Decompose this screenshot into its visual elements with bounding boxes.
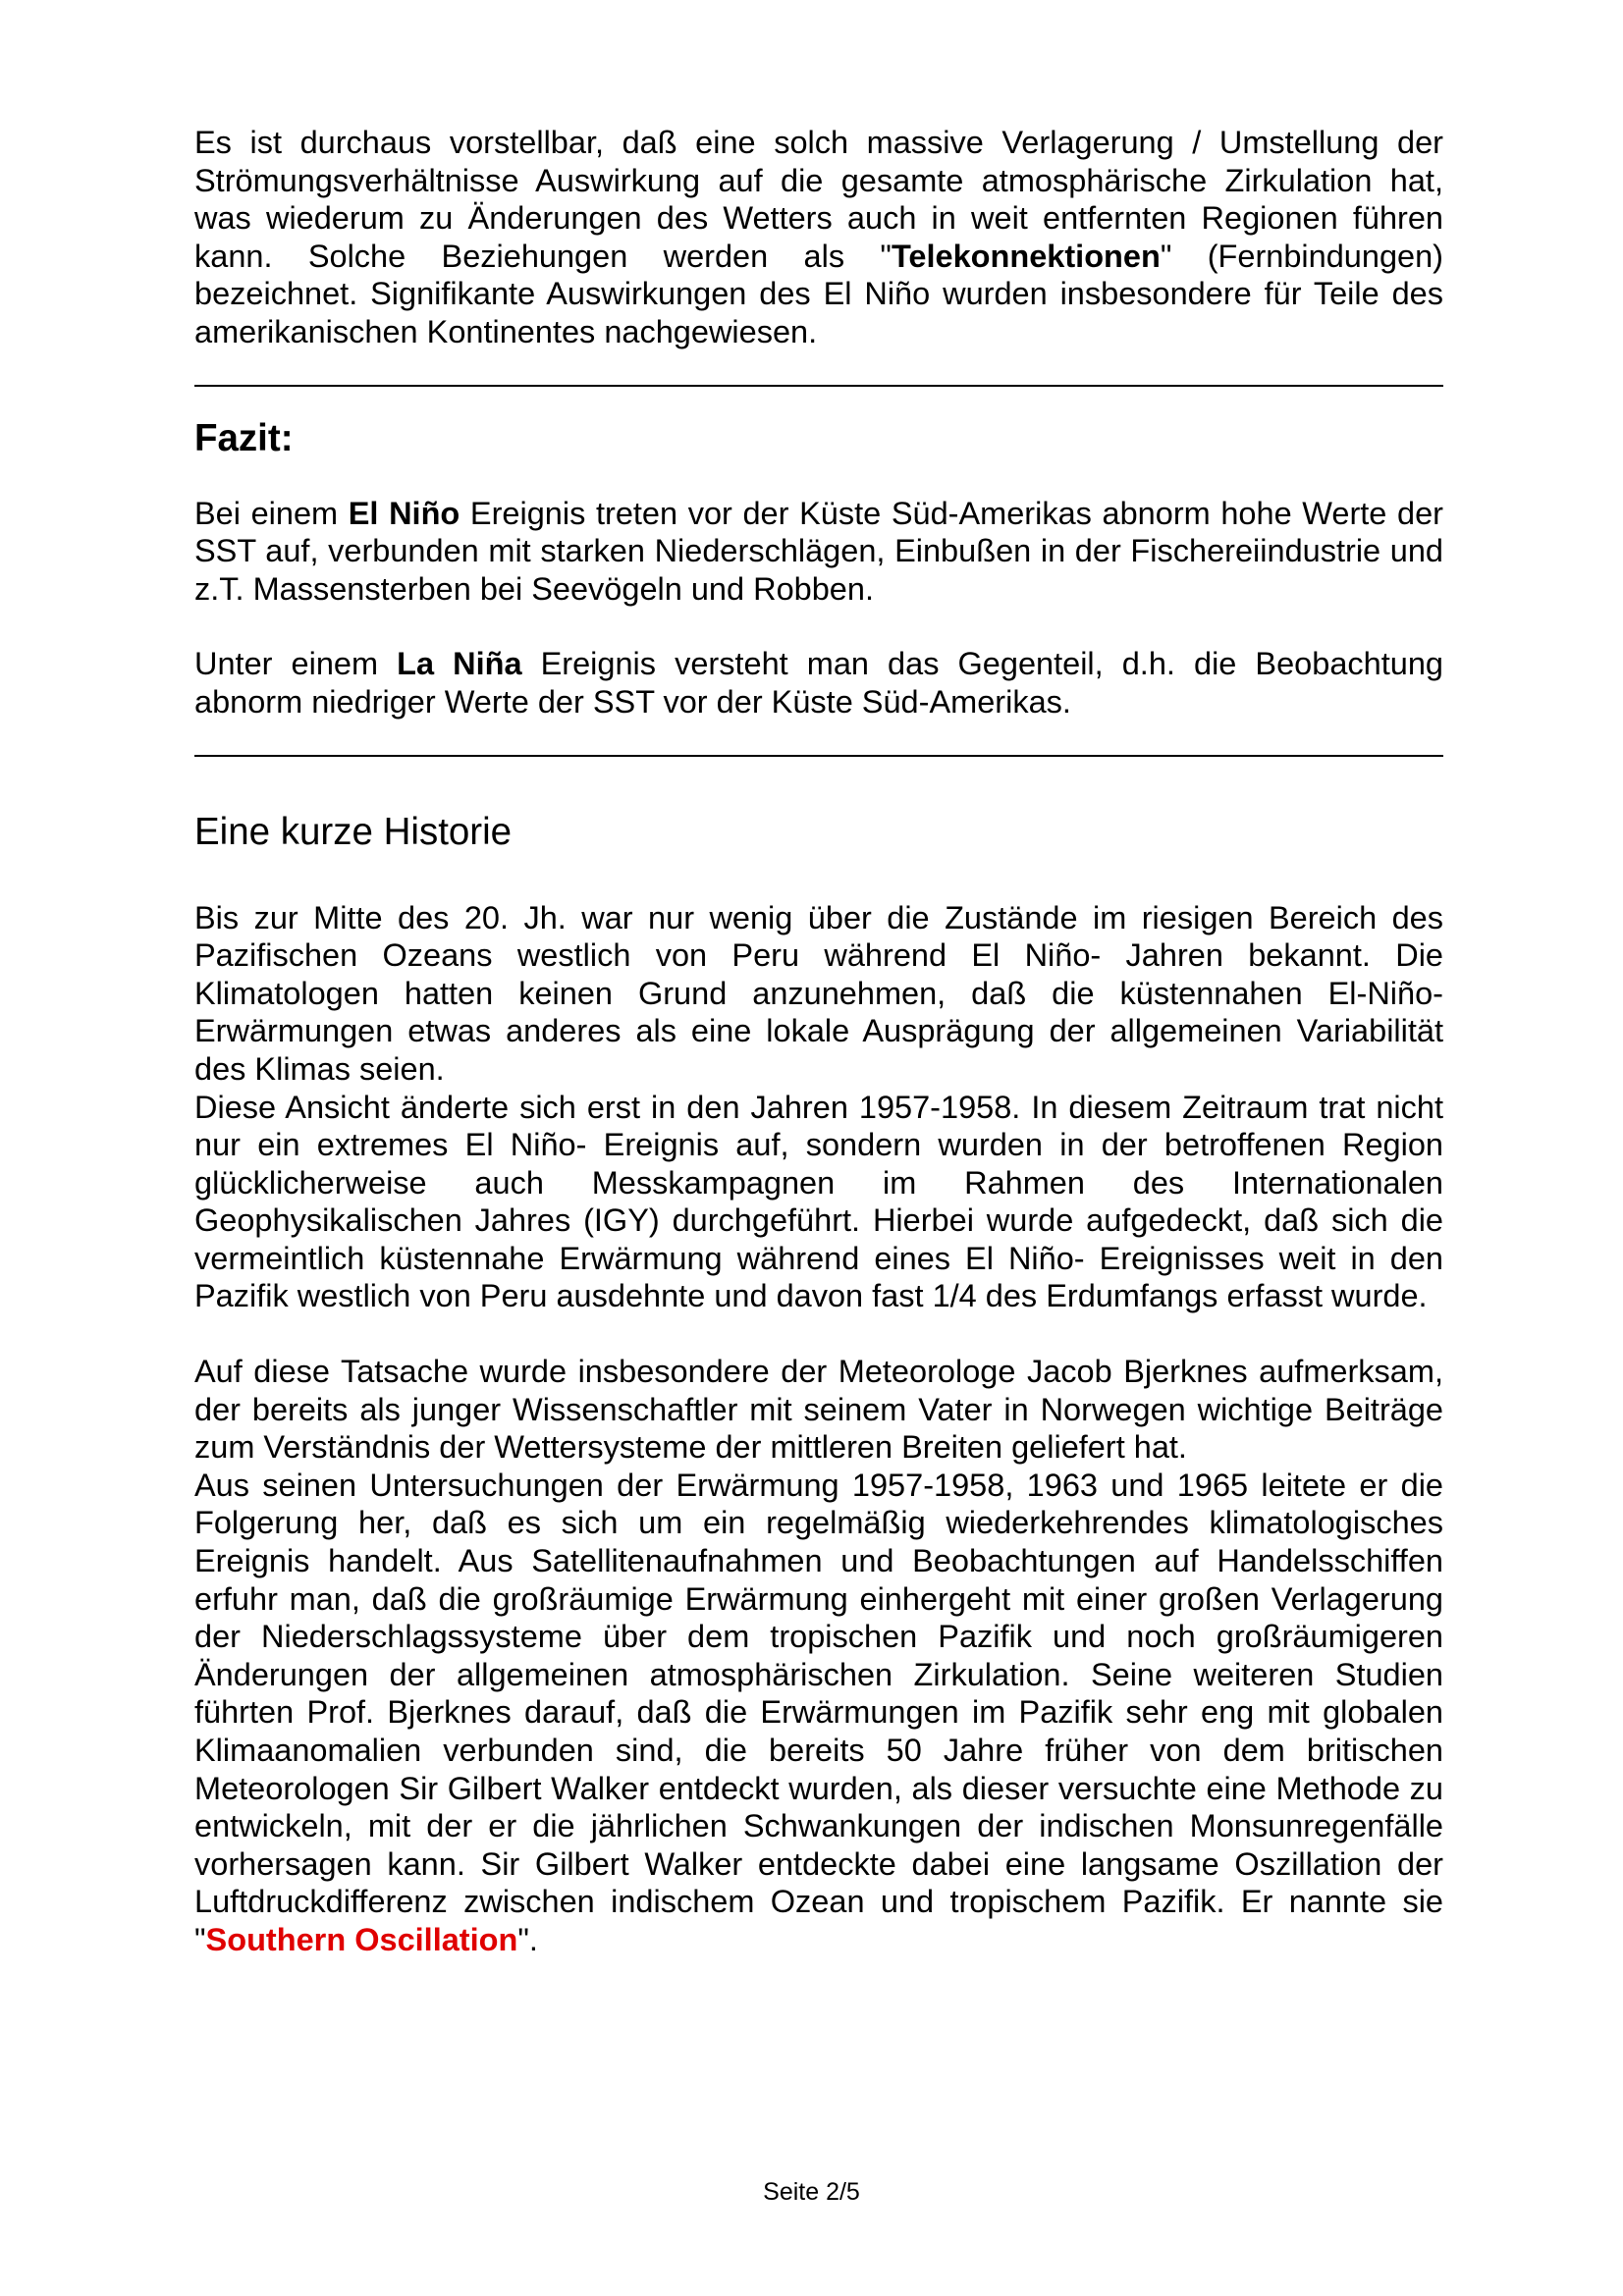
historie-p4-post: ". (517, 1921, 538, 1957)
term-telekonnektionen: Telekonnektionen (891, 238, 1161, 274)
page-number: Seite 2/5 (763, 2178, 860, 2206)
historie-heading: Eine kurze Historie (194, 810, 513, 853)
intro-text-1: Es ist durchaus vorstellbar, daß eine solch massive Verlagerung / Umstellung der Strömungsverhältnisse Auswirkung auf die gesamte atmosphärische Zirkulation hat, was wiederum zu Änderungen des Wetters auch in weit entfernten Regionen führen kann. Solche Beziehungen werden als " (194, 125, 1443, 274)
historie-p4-pre: Aus seinen Untersuchungen der Erwärmung 1957-1958, 1963 und 1965 leitete er die Folgerung her, daß es sich um ein regelmäßig wiederkehrendes klimatologisches Ereignis handelt. Aus Satellitenaufnahmen und Beobachtungen auf Handelsschiffen erfuhr man, daß die großräumige Erwärmung einhergeht mit einer großen Verlagerung der Niederschlagssysteme über dem tropischen Pazifik und noch großräumigeren Änderungen der allgemeinen atmosphärischen Zirkulation. Seine weiteren Studien führten Prof. Bjerknes darauf, daß die Erwärmungen im Pazifik sehr eng mit globalen Klimaanomalien verbunden sind, die bereits 50 Jahre früher von dem britischen Meteorologen Sir Gilbert Walker entdeckt wurden, als dieser versuchte eine Methode zu entwickeln, mit der er die jährlichen Schwankungen der indischen Monsunregenfälle vorhersagen kann. Sir Gilbert Walker entdeckte dabei eine langsame Oszillation der Luftdruckdifferenz zwischen indischem Ozean und tropischem Pazifik. Er nannte sie " (194, 1467, 1443, 1957)
fazit-p2-post: Ereignis versteht man das Gegenteil, d.h. die Beobachtung abnorm niedriger Werte der SST vor der Küste Süd-Amerikas. (194, 646, 1443, 720)
term-el-nino: El Niño (348, 495, 460, 531)
fazit-el-nino-paragraph (194, 495, 1443, 609)
document-page (194, 124, 1443, 1959)
historie-paragraph-3: Auf diese Tatsache wurde insbesondere der Meteorologe Jacob Bjerknes aufmerksam, der bereits als junger Wissenschaftler mit seinem Vater in Norwegen wichtige Beiträge zum Verständnis der Wettersysteme der mittleren Breiten geliefert hat. (194, 1354, 1443, 1466)
term-la-nina: La Niña (397, 646, 522, 682)
term-southern-oscillation: Southern Oscillation (205, 1921, 518, 1957)
historie-paragraph-1: Bis zur Mitte des 20. Jh. war nur wenig über die Zustände im riesigen Bereich des Pazifischen Ozeans westlich von Peru während El Niño- Jahren bekannt. Die Klimatologen hatten keinen Grund anzunehmen, daß die küstennahen El-Niño-Erwärmungen etwas anderes als eine lokale Ausprägung der allgemeinen Variabilität des Klimas seien. (194, 899, 1443, 1087)
fazit-heading: Fazit: (194, 416, 294, 459)
fazit-p1-post: Ereignis treten vor der Küste Süd-Amerikas abnorm hohe Werte der SST auf, verbunden mit starken Niederschlägen, Einbußen in der Fischereiindustrie und z.T. Massensterben bei Seevögeln und Robben. (194, 495, 1443, 607)
intro-paragraph (194, 124, 1443, 351)
fazit-la-nina-paragraph (194, 645, 1443, 721)
fazit-p2-pre: Unter einem (194, 646, 398, 682)
fazit-p1-pre: Bei einem (194, 495, 349, 531)
intro-text-2: " (Fernbindungen) bezeichnet. Signifikante Auswirkungen des El Niño wurden insbesondere für Teile des amerikanischen Kontinentes nachgewiesen. (194, 238, 1444, 349)
historie-paragraph-2: Diese Ansicht änderte sich erst in den Jahren 1957-1958. In diesem Zeitraum trat nicht nur ein extremes El Niño- Ereignis auf, sondern wurden in der betroffenen Region glücklicherweise auch Messkampagnen im Rahmen des Internationalen Geophysikalischen Jahres (IGY) durchgeführt. Hierbei wurde aufgedeckt, daß sich die vermeintlich küstennahe Erwärmung während eines El Niño- Ereignisses weit in den Pazifik westlich von Peru ausdehnte und davon fast 1/4 des Erdumfangs erfasst wurde. (194, 1089, 1443, 1314)
historie-paragraph-4 (194, 1467, 1443, 1959)
